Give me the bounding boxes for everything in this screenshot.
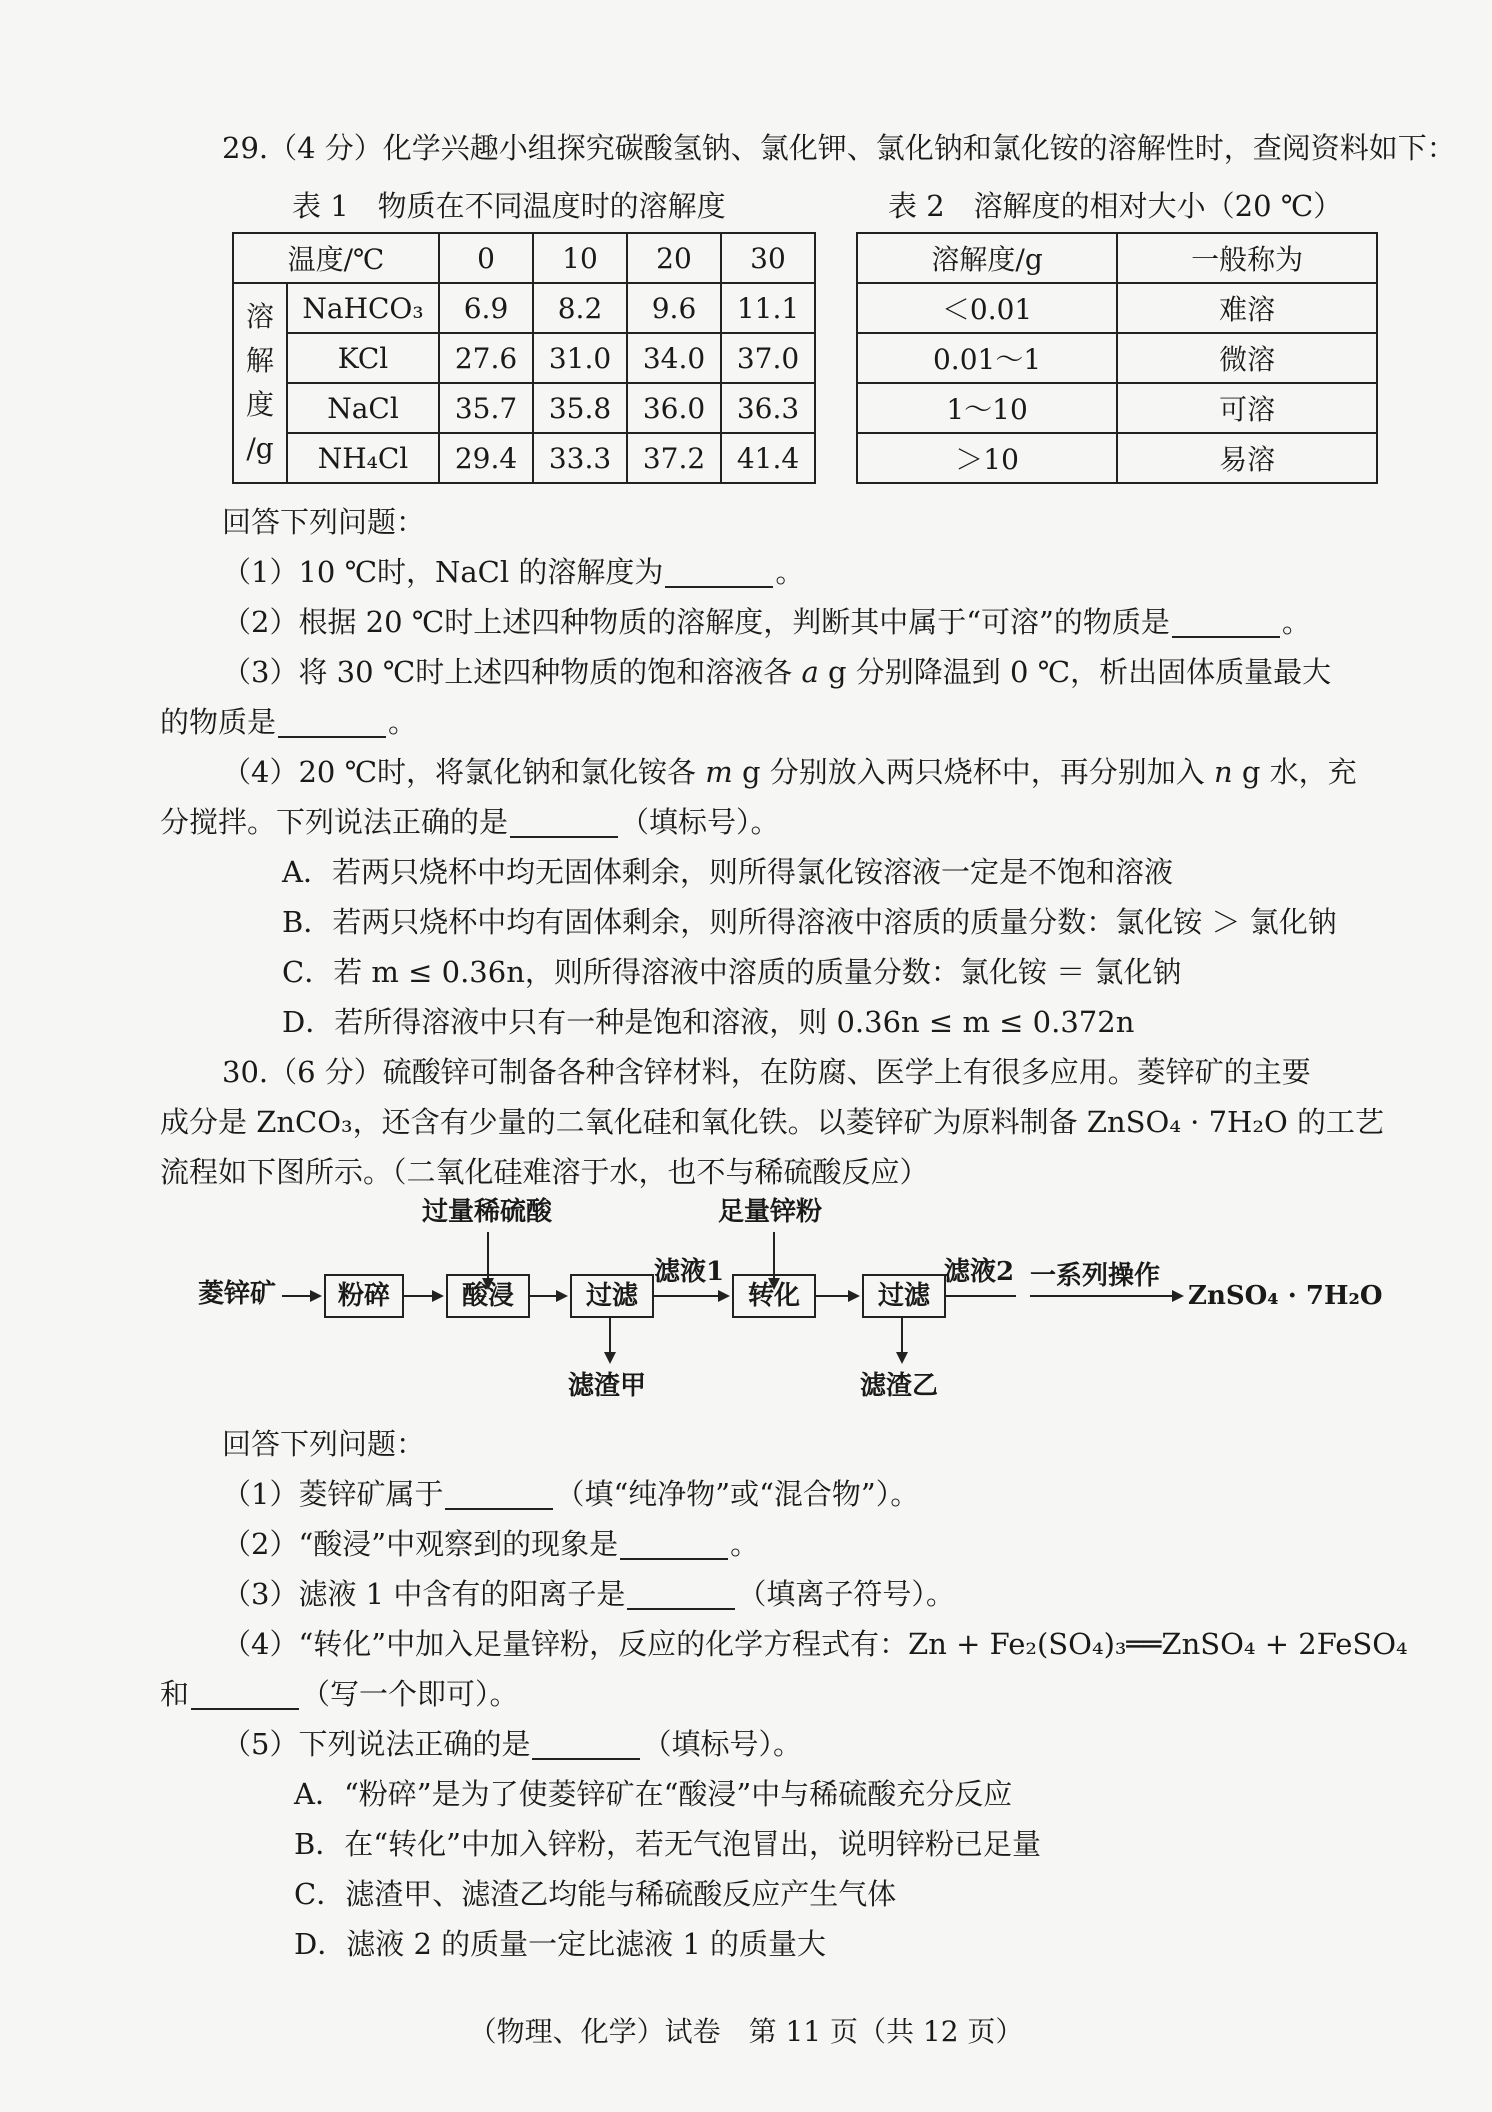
q30-part5 bbox=[222, 1724, 802, 1764]
reagent-label: 过量稀硫酸 bbox=[422, 1197, 553, 1227]
value-cell: 35.8 bbox=[533, 383, 627, 433]
arrow-line bbox=[528, 1295, 558, 1297]
side-char: 解 bbox=[245, 344, 274, 377]
q29-p4-text: （4）20 ℃时，将氯化钠和氯化铵各 bbox=[222, 755, 697, 789]
arrow-line bbox=[944, 1295, 1016, 1297]
table-row bbox=[233, 433, 815, 483]
value-cell: 27.6 bbox=[439, 333, 533, 383]
substance-cell: NaCl bbox=[287, 383, 439, 433]
answer-blank[interactable] bbox=[620, 1530, 728, 1560]
arrow-right-icon bbox=[556, 1290, 568, 1302]
arrow-line bbox=[402, 1295, 434, 1297]
value-cell: 37.0 bbox=[721, 333, 815, 383]
table-row bbox=[857, 283, 1377, 333]
value-cell: 微溶 bbox=[1117, 333, 1377, 383]
residue-label: 滤渣甲 bbox=[568, 1371, 647, 1401]
q30-p2-end: 。 bbox=[730, 1527, 760, 1561]
solubility-table bbox=[232, 232, 816, 484]
q29-part3-line2 bbox=[160, 702, 417, 742]
q29-part1 bbox=[222, 552, 804, 592]
value-cell: 1～10 bbox=[857, 383, 1117, 433]
q30-p4-text: 和 bbox=[160, 1677, 190, 1711]
header-cell: 溶解度/g bbox=[857, 233, 1117, 283]
value-cell: ＞10 bbox=[857, 433, 1117, 483]
value-cell: 41.4 bbox=[721, 433, 815, 483]
filtrate-label: 滤液1 bbox=[654, 1257, 725, 1287]
q30-option-a: A．“粉碎”是为了使菱锌矿在“酸浸”中与稀硫酸充分反应 bbox=[294, 1777, 1013, 1811]
header-cell: 20 bbox=[627, 233, 721, 283]
q30-part3 bbox=[222, 1574, 955, 1614]
q29-answer-intro: 回答下列问题： bbox=[222, 505, 426, 539]
solubility-class-table bbox=[856, 232, 1378, 484]
table1-caption: 表 1 物质在不同温度时的溶解度 bbox=[292, 189, 726, 223]
side-char: 度 bbox=[245, 388, 274, 421]
answer-blank[interactable] bbox=[445, 1480, 553, 1510]
reagent-label: 足量锌粉 bbox=[718, 1197, 823, 1227]
q30-p5-end: （填标号）。 bbox=[642, 1727, 802, 1761]
table-row bbox=[233, 233, 815, 283]
q30-part4-line2 bbox=[160, 1674, 519, 1714]
arrow-line bbox=[901, 1316, 903, 1354]
table-row bbox=[233, 333, 815, 383]
arrow-line bbox=[652, 1295, 720, 1297]
flow-start-label: 菱锌矿 bbox=[198, 1279, 277, 1309]
value-cell: 0.01～1 bbox=[857, 333, 1117, 383]
arrow-right-icon bbox=[848, 1290, 860, 1302]
table-row bbox=[857, 233, 1377, 283]
table-row bbox=[233, 383, 815, 433]
value-cell: 8.2 bbox=[533, 283, 627, 333]
q30-intro-line3: 流程如下图所示。（二氧化硅难溶于水，也不与稀硫酸反应） bbox=[160, 1155, 929, 1189]
q30-intro-line2: 成分是 ZnCO₃，还含有少量的二氧化硅和氧化铁。以菱锌矿为原料制备 ZnSO₄ · 7H₂O 的工艺 bbox=[160, 1105, 1384, 1139]
value-cell: 35.7 bbox=[439, 383, 533, 433]
header-cell: 温度/℃ bbox=[233, 233, 439, 283]
value-cell: 31.0 bbox=[533, 333, 627, 383]
q29-option-b: B．若两只烧杯中均有固体剩余，则所得溶液中溶质的质量分数：氯化铵 ＞ 氯化钠 bbox=[282, 905, 1337, 939]
side-label bbox=[233, 283, 287, 483]
q30-p5-text: （5）下列说法正确的是 bbox=[222, 1727, 531, 1761]
product-label: ZnSO₄ · 7H₂O bbox=[1188, 1281, 1383, 1311]
value-cell: 可溶 bbox=[1117, 383, 1377, 433]
value-cell: 29.4 bbox=[439, 433, 533, 483]
q30-p3-end: （填离子符号）。 bbox=[737, 1577, 955, 1611]
arrow-line bbox=[773, 1232, 775, 1280]
table2-caption: 表 2 溶解度的相对大小（20 ℃） bbox=[888, 189, 1343, 223]
value-cell: 6.9 bbox=[439, 283, 533, 333]
q29-p4-text: g 水，充 bbox=[1241, 755, 1357, 789]
arrow-right-icon bbox=[1172, 1290, 1184, 1302]
arrow-right-icon bbox=[310, 1290, 322, 1302]
var-m: m bbox=[705, 755, 733, 789]
value-cell: 9.6 bbox=[627, 283, 721, 333]
q29-p2-text: （2）根据 20 ℃时上述四种物质的溶解度，判断其中属于“可溶”的物质是 bbox=[222, 605, 1170, 639]
arrow-right-icon bbox=[718, 1290, 730, 1302]
header-cell: 0 bbox=[439, 233, 533, 283]
table-row bbox=[857, 333, 1377, 383]
value-cell: 36.3 bbox=[721, 383, 815, 433]
side-char: /g bbox=[246, 432, 274, 465]
var-a: a bbox=[801, 655, 819, 689]
q29-option-d: D．若所得溶液中只有一种是饱和溶液，则 0.36n ≤ m ≤ 0.372n bbox=[282, 1005, 1135, 1039]
q29-p2-end: 。 bbox=[1281, 605, 1311, 639]
page-footer: （物理、化学）试卷 第 11 页（共 12 页） bbox=[468, 2015, 1024, 2048]
q30-option-b: B．在“转化”中加入锌粉，若无气泡冒出，说明锌粉已足量 bbox=[294, 1827, 1041, 1861]
arrow-line bbox=[814, 1295, 850, 1297]
value-cell: 易溶 bbox=[1117, 433, 1377, 483]
q29-p4-end: （填标号）。 bbox=[620, 805, 780, 839]
flow-step-box: 过滤 bbox=[570, 1274, 654, 1318]
answer-blank[interactable] bbox=[532, 1730, 640, 1760]
q29-option-a: A．若两只烧杯中均无固体剩余，则所得氯化铵溶液一定是不饱和溶液 bbox=[282, 855, 1173, 889]
q30-answer-intro: 回答下列问题： bbox=[222, 1427, 426, 1461]
answer-blank[interactable] bbox=[510, 808, 618, 838]
flow-step-box: 过滤 bbox=[862, 1274, 946, 1318]
q29-part3-line1 bbox=[222, 652, 1331, 692]
value-cell: 难溶 bbox=[1117, 283, 1377, 333]
arrow-line bbox=[609, 1316, 611, 1354]
q29-p3-text: 的物质是 bbox=[160, 705, 277, 739]
q30-p1-end: （填“纯净物”或“混合物”）。 bbox=[555, 1477, 920, 1511]
q30-p2-text: （2）“酸浸”中观察到的现象是 bbox=[222, 1527, 619, 1561]
flow-step-box: 酸浸 bbox=[446, 1274, 530, 1318]
header-cell: 10 bbox=[533, 233, 627, 283]
q29-part4-line2 bbox=[160, 802, 780, 842]
q29-p4-text: 分搅拌。下列说法正确的是 bbox=[160, 805, 509, 839]
side-char: 溶 bbox=[245, 300, 274, 333]
flow-step-box: 粉碎 bbox=[324, 1274, 404, 1318]
value-cell: 36.0 bbox=[627, 383, 721, 433]
q29-p3-text: （3）将 30 ℃时上述四种物质的饱和溶液各 bbox=[222, 655, 793, 689]
q29-p4-text: g 分别放入两只烧杯中，再分别加入 bbox=[741, 755, 1205, 789]
arrow-right-icon bbox=[432, 1290, 444, 1302]
answer-blank[interactable] bbox=[191, 1680, 299, 1710]
substance-cell: NH₄Cl bbox=[287, 433, 439, 483]
value-cell: 37.2 bbox=[627, 433, 721, 483]
residue-label: 滤渣乙 bbox=[860, 1371, 939, 1401]
q30-part1 bbox=[222, 1474, 919, 1514]
header-cell: 30 bbox=[721, 233, 815, 283]
q30-p3-text: （3）滤液 1 中含有的阳离子是 bbox=[222, 1577, 626, 1611]
q30-part4-line1: （4）“转化”中加入足量锌粉，反应的化学方程式有：Zn + Fe₂(SO₄)₃══ZnSO₄ + 2FeSO₄ bbox=[222, 1627, 1408, 1661]
filtrate-label: 滤液2 bbox=[944, 1257, 1015, 1287]
q29-part2 bbox=[222, 602, 1311, 642]
answer-blank[interactable] bbox=[278, 708, 386, 738]
arrow-line bbox=[487, 1232, 489, 1280]
q29-p3-text: g 分别降温到 0 ℃，析出固体质量最大 bbox=[827, 655, 1332, 689]
answer-blank[interactable] bbox=[627, 1580, 735, 1610]
var-n: n bbox=[1213, 755, 1233, 789]
substance-cell: KCl bbox=[287, 333, 439, 383]
value-cell: 34.0 bbox=[627, 333, 721, 383]
arrow-down-icon bbox=[604, 1352, 616, 1364]
value-cell: ＜0.01 bbox=[857, 283, 1117, 333]
arrow-line bbox=[1030, 1295, 1174, 1297]
q29-intro: 29.（4 分）化学兴趣小组探究碳酸氢钠、氯化钾、氯化钠和氯化铵的溶解性时，查阅资料如下： bbox=[222, 131, 1456, 165]
q30-option-c: C．滤渣甲、滤渣乙均能与稀硫酸反应产生气体 bbox=[294, 1877, 897, 1911]
q30-p4-end: （写一个即可）。 bbox=[301, 1677, 519, 1711]
arrow-down-icon bbox=[896, 1352, 908, 1364]
q30-option-d: D．滤液 2 的质量一定比滤液 1 的质量大 bbox=[294, 1927, 827, 1961]
q30-intro-line1: 30.（6 分）硫酸锌可制备各种含锌材料，在防腐、医学上有很多应用。菱锌矿的主要 bbox=[222, 1055, 1311, 1089]
q29-p1-text: （1）10 ℃时，NaCl 的溶解度为 bbox=[222, 555, 664, 589]
q29-p3-end: 。 bbox=[388, 705, 418, 739]
table-row bbox=[857, 383, 1377, 433]
answer-blank[interactable] bbox=[665, 558, 773, 588]
arrow-line bbox=[282, 1295, 312, 1297]
answer-blank[interactable] bbox=[1172, 608, 1280, 638]
flow-step-box: 转化 bbox=[732, 1274, 816, 1318]
table-row bbox=[233, 283, 815, 333]
series-op-label: 一系列操作 bbox=[1030, 1261, 1161, 1291]
q29-option-c: C．若 m ≤ 0.36n，则所得溶液中溶质的质量分数：氯化铵 ＝ 氯化钠 bbox=[282, 955, 1182, 989]
table-row bbox=[857, 433, 1377, 483]
value-cell: 33.3 bbox=[533, 433, 627, 483]
header-cell: 一般称为 bbox=[1117, 233, 1377, 283]
q30-p1-text: （1）菱锌矿属于 bbox=[222, 1477, 444, 1511]
q30-part2 bbox=[222, 1524, 759, 1564]
value-cell: 11.1 bbox=[721, 283, 815, 333]
q29-p1-end: 。 bbox=[775, 555, 805, 589]
substance-cell: NaHCO₃ bbox=[287, 283, 439, 333]
q29-part4-line1 bbox=[222, 752, 1357, 792]
